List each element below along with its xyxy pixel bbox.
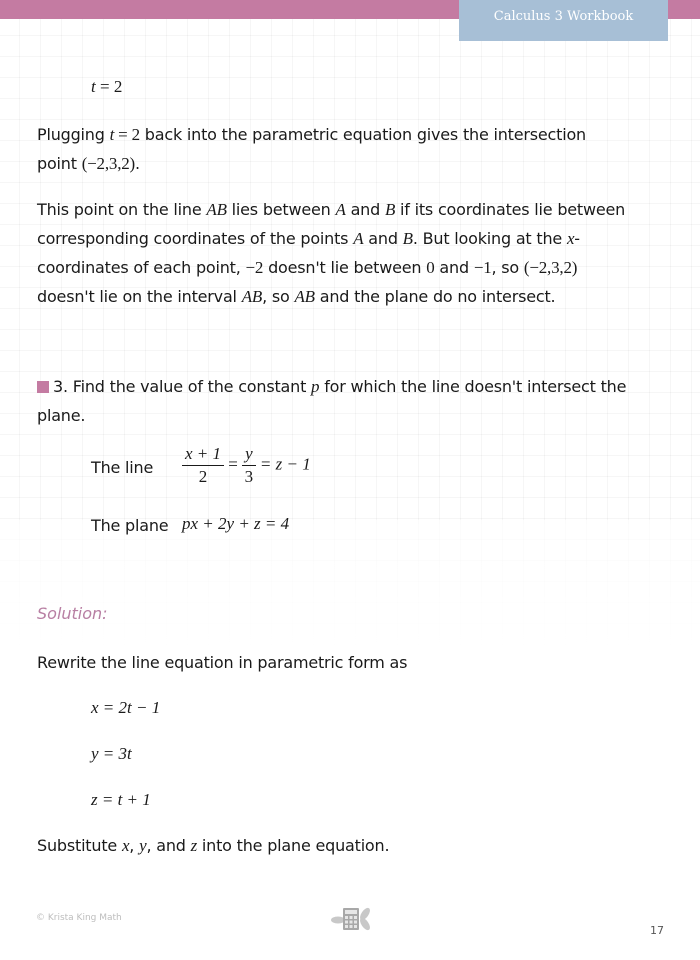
problem-bullet-icon: [37, 381, 49, 393]
plane-label: The plane: [91, 516, 169, 535]
substitute-instruction: Substitute x, y, and z into the plane equation.: [37, 836, 390, 855]
problem-3-statement: 3. Find the value of the constant p for which the line doesn't intersect the plane.: [37, 377, 627, 425]
equation-t-equals-2: t = 2: [91, 77, 123, 96]
page-number: 17: [650, 924, 664, 937]
paragraph-interval: This point on the line AB lies between A and B if its coordinates lie between corresponding coordinates of the points A and B. But looking at the x- coordinates of each point, −2 doesn't lie between 0 and −1, so (−2,3,2) doesn't lie on the interval AB, so AB and the plane do no intersect.: [37, 200, 626, 306]
param-y: y = 3t: [91, 744, 132, 763]
paragraph-plugging: Plugging t = 2 back into the parametric equation gives the intersection point (−2,3,2).: [37, 125, 586, 173]
line-label: The line: [91, 458, 154, 477]
grid-fade: [0, 520, 700, 960]
copyright: © Krista King Math: [36, 913, 122, 923]
param-z: z = t + 1: [91, 790, 151, 809]
param-x: x = 2t − 1: [91, 698, 161, 717]
workbook-title: Calculus 3 Workbook: [459, 0, 668, 41]
calculator-leaf-logo-icon: [330, 905, 374, 933]
solution-label: Solution:: [37, 604, 108, 623]
line-equation: $\frac{x + 1}{2}$ = $\frac{y}{3}$ = z − 1: [182, 443, 311, 488]
rewrite-instruction: Rewrite the line equation in parametric form as: [37, 653, 408, 672]
plane-equation: px + 2y + z = 4: [182, 514, 290, 533]
